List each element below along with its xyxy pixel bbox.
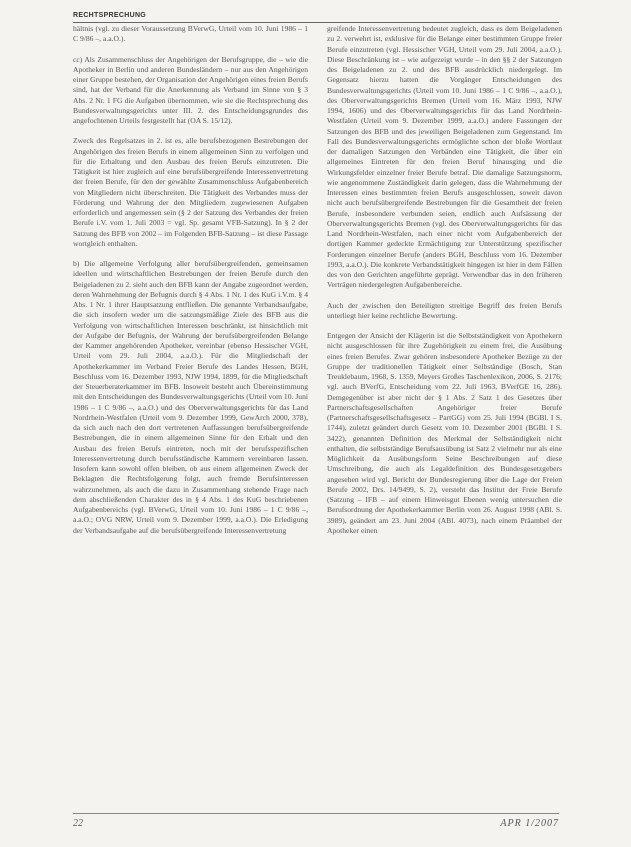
paragraph: greifende Interessenvertretung bedeutet zugleich, dass es dem Beigeladenen zu 2. verwehrt ist, exklusive für die Belange einer bestimmten Gruppe freier Berufe einzutreten (vgl. Hessischer VGH, Urteil vom 29. Juli 2004, a.a.O.). Diese Beschränkung ist – wie aufgezeigt wurde – in den §§ 2 der Satzungen des Beigeladenen zu 2. und des BFB ausdrücklich niedergelegt. Im Gegensatz hierzu hatten die Vorgänger Entscheidungen des Bundesverwaltungsgerichts (Urteil vom 10. Juni 1986 – 1 C 9/86 –, a.a.O.), des Oberverwaltungsgerichts Bremen (Urteil vom 16. März 1993, NJW 1994, 1606) und des Oberverwaltungsgerichts für das Land Nordrhein-Westfalen (Urteil vom 9. Dezember 1999, a.a.O.) andere Fassungen der Satzungen des BFB und des jeweiligen Beigeladenen zum Gegenstand. Im Fall des Bundesverwaltungsgerichts ermöglichte schon der bloße Wortlaut der damaligen Satzungen den Verbänden eine Tätigkeit, die über ein allgemeines Eintreten für den freien Beruf hinausging und die Wirkungsfelder einzelner freier Berufe betraf. Die damalige Satzungsnorm, wie angenommene Zuständigkeit darin gelegen, dass die Wahrnehmung der Interessen eines bestimmten freien Berufs ausgeschlossen, soweit davon nicht auch berufsübergreifende Bestrebungen für die Gesamtheit der freien Berufe, insbesondere verbunden seien, endlich auch Aufsässung der Oberverwaltungsgerichts Bremen (vgl. des Oberverwaltungsgerichts für das Land Nordrhein-Westfalen, nach einer nicht vom Aufgabenbereich der dortigen Kammer gedeckte Ermächtigung zur Unterstützung spezifischer Forderungen einzelner Berufe (anders BGH, Beschluss vom 16. Dezember 1993, a.a.O.). Die konkrete Verbandstätigkeit hingegen ist hier in dem Fällen des von den Gerichten angeführte geprägt. Verwendbar das in den früheren Verträgen niedergelegten Aufgabenbereiche. — [327, 24, 562, 290]
paragraph: hältnis (vgl. zu dieser Voraussetzung BVerwG, Urteil vom 10. Juni 1986 – 1 C 9/86 –, a.a.O.). — [73, 24, 308, 44]
section-header: RECHTSPRECHUNG — [73, 12, 147, 19]
paragraph: Entgegen der Ansicht der Klägerin ist die Selbstständigkeit von Apothekern nicht ausgeschlossen für ihre Zugehörigkeit zu einem frei, die Ausübung eines freien Berufes. Zwar gehören insbesondere Apotheker Bezüge zu der Gruppe der traditionellen Tätigkeit einer Selbständige (Bosch, Stan Treuklebaum, 1968, S. 1359, Meyers Großes Taschenlexikon, 2006, S. 2176; vgl. auch BVerfG, Entscheidung vom 22. Juli 1963, BVerfGE 16, 286). Demgegenüber ist aber nicht der § 1 Abs. 2 Satz 1 des Gesetzes über Partnerschaftsgesellschaften Angehöriger freier Berufe (Partnerschaftsgesellschaftsgesetz – PartGG) vom 25. Juli 1994 (BGBl. I S. 1744), zuletzt geändert durch Gesetz vom 10. Dezember 2001 (BGBl. I S. 3422), genannten Definition des Merkmal der Selbständigkeit nicht enthalten, die selbstständige Berufsausübung ist Satz 2 vielmehr nur als eine Möglichkeit da Ausübungsform Seine Beschreibungen auf diese Umschreibung, die auch als Legaldefinition des Bundesgesetzgebers angesehen wird vgl. Bericht der Bundesregierung über die Lage der Freien Berufe 2002, Drs. 14/9499, S. 2), versteht das Institut der Freie Berufe (Satzung – IFB – auf einem Hinweisgut Ebenen wenig untersuchen die Berufsordnung der Apothekerkammer Berlin vom 26. August 1998 (ABl. S. 3989), geändert am 23. Juni 2004 (ABl. 4073), nach einem Präambel der Apotheker einen — [327, 331, 562, 535]
journal-reference: APR 1/2007 — [500, 818, 559, 829]
page-number: 22 — [73, 818, 83, 829]
footer-rule — [73, 813, 559, 814]
paragraph: cc) Als Zusammenschluss der Angehörigen der Berufsgruppe, die – wie die Apotheker in Berlin und anderen Bundesländern – nur aus den Angehörigen einer Gruppe bestehen, der Organisation der Angehörigen eines freien Berufs sind, hat der Verband für die Anerkennung als Verband im Sinne von § 3 Abs. 2 Nr. 1 FG die Aufgaben übernommen, wie sie die Rechtsprechung des Bundesverwaltungsgerichts unter III. 2. des Entscheidungsgrundes des angefochtenen Urteils festgestellt hat (OA S. 15/12). — [73, 54, 308, 125]
right-column — [327, 24, 562, 808]
paragraph: Zweck des Regelsatzes in 2. ist es, alle berufsbezogenen Bestrebungen der Angehörigen des freien Berufs in einem allgemeinen Sinn zu verfolgen und für die Erhaltung und den Ausbau des freien Berufs einzutreten. Die Tätigkeit ist hier zugleich auf eine berufsübergreifende Interessenvertretung der freien Berufe, für den der gewählte Zusammenschluss Aufgabenbereich von Mitgliedern nicht überschreiten. Die Tätigkeit des Verbandes muss der Förderung und Wahrung der den Mitgliedern zugewiesenen Aufgaben erforderlich und angemessen sein (§ 2 der Satzung des Verbandes der freien Berufe i.V. vom 1. Juli 2003 = vgl. Sp. gesamt VFB-Satzung). In § 2 der Satzung des BFB von 2002 – im Folgenden BFB-Satzung – ist diese Passage wortgleich enthalten. — [73, 136, 308, 248]
header-rule — [73, 22, 559, 23]
paragraph: b) Die allgemeine Verfolgung aller berufsübergreifenden, gemeinsamen ideellen und wirtschaftlichen Bestrebungen der freien Berufe durch den Beigeladenen zu 2. sieht auch den BFB kann der Angabe zugeordnet werden, deren Wahrnehmung der Befugnis durch § 4 Abs. 1 Nr. 1 des KuG i.V.m. § 4 Abs. 1 Nr. 1 ihrer Hauptsatzung entfließen. Die genannte Verbandsaufgabe, die sich insofern weder um die satzungsmäßige Ziele des BFB aus die Verfolgung von wirtschaftlichen Interessen beschränkt, ist hinsichtlich mit der Aufgabe der Befugnis, der Wahrung der berufsübergreifenden Belange der Kammer angehörenden Apotheker, vereinbar (ebenso Hessischer VGH, Urteil vom 29. Juli 2004, a.a.O.). Für die Mitgliedschaft der Apothekerkammer im Verband Freier Berufe des Landes Hessen, BGH, Beschluss vom 16. Dezember 1993, NJW 1994, 1899, für die Mitgliedschaft der Steuerberaterkammer im BFB. Insoweit besteht auch Übereinstimmung mit den Entscheidungen des Bundesverwaltungsgerichts (Urteil vom 10. Juni 1986 – 1 C 9/86 –, a.a.O.) und des Oberverwaltungsgerichts für das Land Nordrhein-Westfalen (Urteil vom 9. Dezember 1999, GewArch 2000, 378), da sich auch nach den dort vertretenen Auffassungen berufsübergreifende Bestrebungen, die in einem allgemeinen Sinne für den Erhalt und den Ausbau des freien Berufs eintreten, noch mit der berufsspezifischen Interessenvertretung durch berufsständische Kammern vereinbaren lassen. Insofern kann sowohl offen bleiben, ob aus einem allgemeinen Zweck der Beklagten die Rechtsfolgerung folgt, auch fremde Berufsinteressen wahrzunehmen, als auch die dazu in Zusammenhang stehende Frage nach dem abschließenden Charakter des in § 4 Abs. 1 des KuG beschriebenen Aufgabenbereichs (vgl. BVerwG, Urteil vom 10. Juni 1986 – 1 C 9/86 –, a.a.O.; OVG NRW, Urteil vom 9. Dezember 1999, a.a.O.). Die Erledigung der Verbandsaufgabe auf die berufsübergreifende Interessenvertretung — [73, 259, 308, 535]
paragraph: Auch der zwischen den Beteiligten streitige Begriff des freien Berufs unterliegt hier keine rechtliche Bewertung. — [327, 300, 562, 320]
left-column — [73, 24, 308, 808]
